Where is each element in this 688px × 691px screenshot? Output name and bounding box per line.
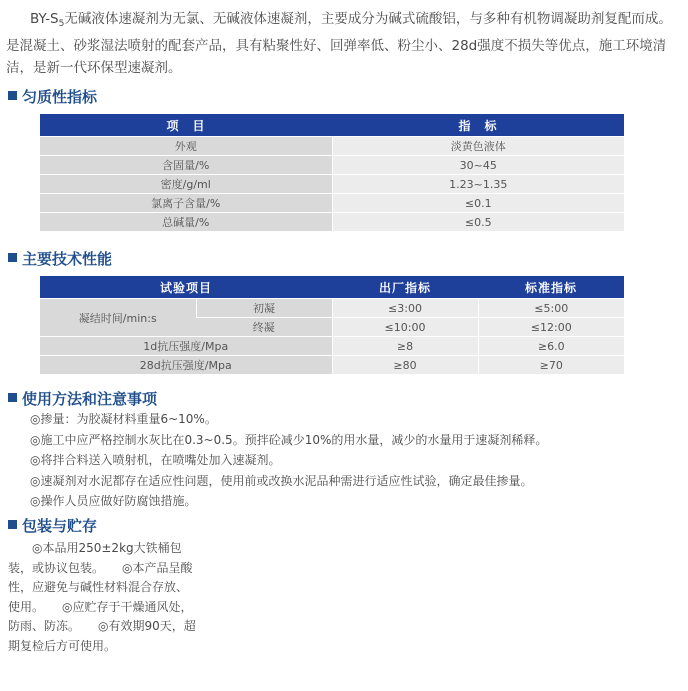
square-bullet-icon (8, 520, 17, 529)
table-row (40, 137, 624, 156)
uniformity-table (40, 114, 624, 231)
intro-subscript: 5 (58, 19, 65, 29)
square-bullet-icon (8, 253, 17, 262)
technical-table (40, 276, 624, 374)
column-header-test-item: 试验项目 (40, 276, 332, 299)
list-item: ◎操作人员应做好防腐蚀措施。 (30, 494, 197, 508)
table-cell-value: 淡黄色液体 (332, 137, 624, 156)
table-row (40, 156, 624, 175)
table-cell-item: 1d抗压强度/Mpa (40, 337, 332, 356)
table-header-row (40, 114, 624, 137)
table-cell-item: 含固量/% (40, 156, 332, 175)
square-bullet-icon (8, 393, 17, 402)
section-title-text: 包装与贮存 (22, 517, 98, 535)
list-item: ◎施工中应严格控制水灰比在0.3~0.5。预拌砼减少10%的用水量，减少的水量用于速凝剂稀释。 (30, 432, 548, 447)
table-cell-standard: ≤5:00 (478, 299, 624, 318)
column-header-factory: 出厂指标 (332, 276, 478, 299)
table-cell-factory: ≤3:00 (332, 299, 478, 318)
list-item: ◎将拌合料送入喷射机，在喷嘴处加入速凝剂。 (30, 453, 281, 467)
table-cell-standard: ≥6.0 (478, 337, 624, 356)
section-title-packaging (8, 517, 97, 535)
table-cell-item: 氯离子含量/% (40, 194, 332, 213)
table-row (40, 299, 624, 318)
column-header-standard: 标准指标 (478, 276, 624, 299)
list-item: ◎速凝剂对水泥都存在适应性问题，使用前或改换水泥品种需进行适应性试验，确定最佳掺量。 (30, 473, 533, 488)
table-cell-factory: ≤10:00 (332, 318, 478, 337)
table-cell-value: ≤0.5 (332, 213, 624, 232)
packaging-paragraph: ◎本品用250±2kg大铁桶包装，或协议包装。 ◎本产品呈酸性，应避免与碱性材料混合存放、使用。 ◎应贮存于干燥通风处，防雨、防冻。 ◎有效期90天，超期复检后方可使用。 (8, 541, 196, 653)
table-header-row (40, 276, 624, 299)
table-cell-value: 1.23~1.35 (332, 175, 624, 194)
section-title-technical (8, 250, 112, 268)
table-row (40, 213, 624, 232)
table-row (40, 194, 624, 213)
table-cell-value: 30~45 (332, 156, 624, 175)
intro-text: 无碱液体速凝剂为无氯、无碱液体速凝剂，主要成分为碱式硫酸铝，与多种有机物调凝助剂复配而成。是混凝土、砂浆湿法喷射的配套产品，具有粘聚性好、回弹率低、粉尘小、28d强度不损失等优点，施工环境清洁，是新一代环保型速凝剂。 (6, 11, 672, 76)
intro-paragraph (6, 8, 682, 79)
table-cell-initial-set: 初凝 (196, 299, 332, 318)
column-header-value: 指 标 (332, 114, 624, 137)
intro-product-code: BY-S (30, 11, 59, 27)
table-cell-item: 外观 (40, 137, 332, 156)
table-row (40, 356, 624, 375)
list-item: ◎掺量：为胶凝材料重量6~10%。 (30, 412, 217, 426)
table-cell-item: 总碱量/% (40, 213, 332, 232)
usage-list (30, 409, 547, 512)
section-title-text: 匀质性指标 (22, 88, 98, 106)
table-cell-setting-time: 凝结时间/min:s (40, 299, 196, 337)
table-cell-item: 密度/g/ml (40, 175, 332, 194)
section-title-text: 使用方法和注意事项 (22, 390, 158, 408)
section-title-usage (8, 390, 157, 408)
square-bullet-icon (8, 91, 17, 100)
table-row (40, 175, 624, 194)
table-cell-factory: ≥8 (332, 337, 478, 356)
table-cell-item: 28d抗压强度/Mpa (40, 356, 332, 375)
section-title-uniformity (8, 88, 97, 106)
table-cell-standard: ≥70 (478, 356, 624, 375)
column-header-item: 项 目 (40, 114, 332, 137)
section-title-text: 主要技术性能 (22, 250, 113, 268)
table-row (40, 337, 624, 356)
table-cell-final-set: 终凝 (196, 318, 332, 337)
table-cell-value: ≤0.1 (332, 194, 624, 213)
table-cell-standard: ≤12:00 (478, 318, 624, 337)
table-cell-factory: ≥80 (332, 356, 478, 375)
